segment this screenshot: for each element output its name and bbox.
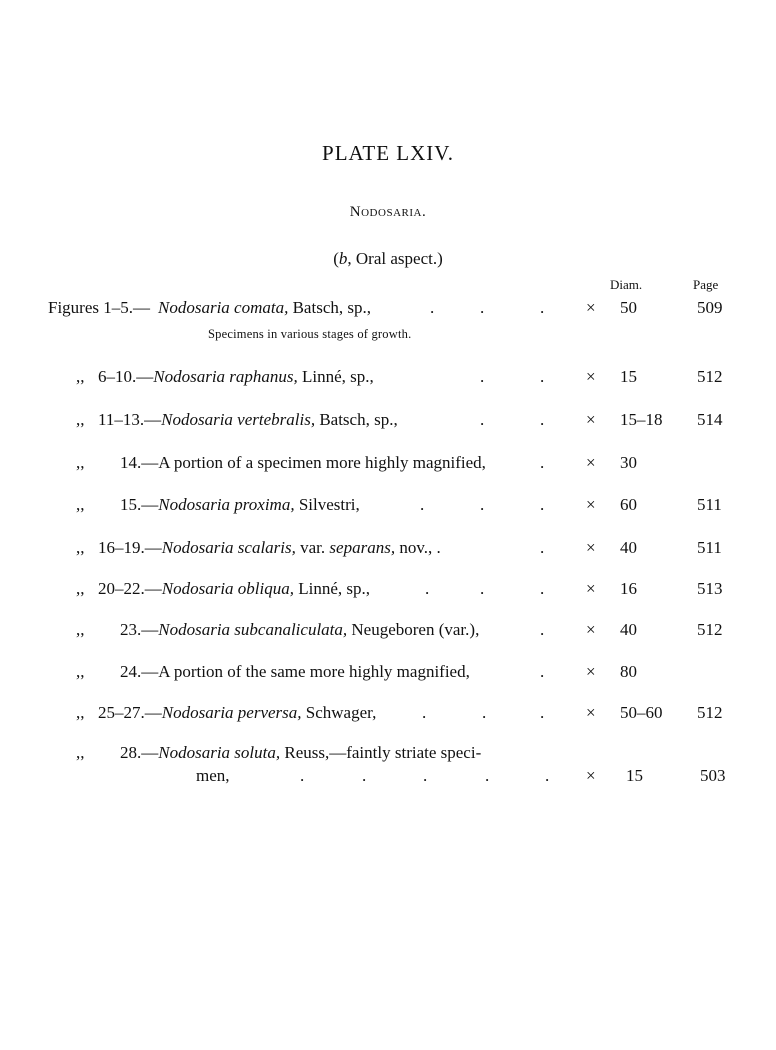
diameter-column-header: Diam. — [610, 277, 643, 292]
magnification-sign: × — [586, 410, 596, 429]
page-number: 511 — [697, 538, 722, 557]
diameter-value: 16 — [620, 579, 637, 598]
entry-description: 16–19.—Nodosaria scalaris, var. separans, nov., . — [98, 538, 441, 557]
entry-description: 14.—A portion of a specimen more highly magnified, — [120, 453, 486, 472]
aspect-note: (b, Oral aspect.) — [333, 249, 443, 268]
plate-entry-row: ,, 20–22.—Nodosaria obliqua, Linné, sp., . . . × 16 513 — [76, 579, 723, 598]
page-number: 512 — [697, 367, 723, 386]
plate-entry-row: ,, 6–10.—Nodosaria raphanus, Linné, sp., . . × 15 512 — [76, 367, 723, 386]
ditto-mark: ,, — [76, 662, 85, 681]
magnification-sign: × — [586, 662, 596, 681]
ditto-mark: ,, — [76, 410, 85, 429]
magnification-sign: × — [586, 495, 596, 514]
ditto-mark: ,, — [76, 703, 85, 722]
ditto-mark: ,, — [76, 367, 85, 386]
figure-numbers: Figures 1–5.— — [48, 298, 150, 317]
page-number: 511 — [697, 495, 722, 514]
diameter-value: 30 — [620, 453, 637, 472]
page-number: 513 — [697, 579, 723, 598]
plate-entry-row: ,, 25–27.—Nodosaria perversa, Schwager, . . . × 50–60 512 — [76, 703, 723, 722]
magnification-sign: × — [586, 453, 596, 472]
magnification-sign: × — [586, 538, 596, 557]
diameter-value: 15 — [626, 766, 643, 785]
plate-entry-row: ,, 11–13.—Nodosaria vertebralis, Batsch, sp., . . × 15–18 514 — [76, 410, 723, 429]
ditto-mark: ,, — [76, 453, 85, 472]
page-number: 512 — [697, 703, 723, 722]
plate-entry-row: ,, 24.—A portion of the same more highly magnified, . × 80 — [76, 662, 637, 681]
magnification-sign: × — [586, 703, 596, 722]
diameter-value: 80 — [620, 662, 637, 681]
ditto-mark: ,, — [76, 495, 85, 514]
diameter-value: 15 — [620, 367, 637, 386]
page-number: 514 — [697, 410, 723, 429]
diameter-value: 40 — [620, 538, 637, 557]
entry-description: 6–10.—Nodosaria raphanus, Linné, sp., — [98, 367, 374, 386]
entry-note: Specimens in various stages of growth. — [208, 327, 412, 341]
magnification-sign: × — [586, 298, 596, 317]
ditto-mark: ,, — [76, 579, 85, 598]
magnification-sign: × — [586, 620, 596, 639]
diameter-value: 50–60 — [620, 703, 663, 722]
plate-title: PLATE LXIV. — [322, 141, 454, 165]
plate-entry-row: ,, 16–19.—Nodosaria scalaris, var. separans, nov., . . × 40 511 — [76, 538, 722, 557]
entry-description: 24.—A portion of the same more highly magnified, — [120, 662, 470, 681]
entry-description: 11–13.—Nodosaria vertebralis, Batsch, sp., — [98, 410, 398, 429]
diameter-value: 40 — [620, 620, 637, 639]
genus-heading: Nodosaria. — [349, 204, 427, 220]
plate-entry-row — [0, 743, 776, 767]
diameter-value: 15–18 — [620, 410, 663, 429]
magnification-sign: × — [586, 367, 596, 386]
ditto-mark: ,, — [76, 620, 85, 639]
entry-description: 28.—Nodosaria soluta, Reuss,—faintly striate speci- — [120, 743, 482, 762]
plate-entry-row: Figures 1–5.— Nodosaria comata, Batsch, sp., . . . × 50 509 — [48, 298, 723, 317]
diameter-value: 60 — [620, 495, 637, 514]
entry-description: 23.—Nodosaria subcanaliculata, Neugeboren (var.), — [120, 620, 480, 639]
page-column-header: Page — [693, 277, 719, 292]
diameter-value: 50 — [620, 298, 637, 317]
page-number: 509 — [697, 298, 723, 317]
entry-description: Nodosaria comata, Batsch, sp., — [158, 298, 371, 317]
entry-description: 25–27.—Nodosaria perversa, Schwager, — [98, 703, 377, 722]
plate-entry-continuation: men, . . . . . × 15 503 — [196, 766, 726, 785]
plate-entry-row: ,, 15.—Nodosaria proxima, Silvestri, . . . × 60 511 — [76, 495, 722, 514]
entry-continuation: men, — [196, 766, 230, 785]
page-number: 503 — [700, 766, 726, 785]
magnification-sign: × — [586, 579, 596, 598]
entry-description: 15.—Nodosaria proxima, Silvestri, — [120, 495, 360, 514]
ditto-mark: ,, — [76, 743, 85, 762]
plate-entry-row: ,, 14.—A portion of a specimen more highly magnified, . × 30 — [76, 453, 637, 472]
ditto-mark: ,, — [76, 538, 85, 557]
magnification-sign: × — [586, 766, 596, 785]
plate-entry-row: ,, 23.—Nodosaria subcanaliculata, Neugeboren (var.), . × 40 512 — [76, 620, 723, 639]
entry-description: 20–22.—Nodosaria obliqua, Linné, sp., — [98, 579, 371, 598]
page-number: 512 — [697, 620, 723, 639]
